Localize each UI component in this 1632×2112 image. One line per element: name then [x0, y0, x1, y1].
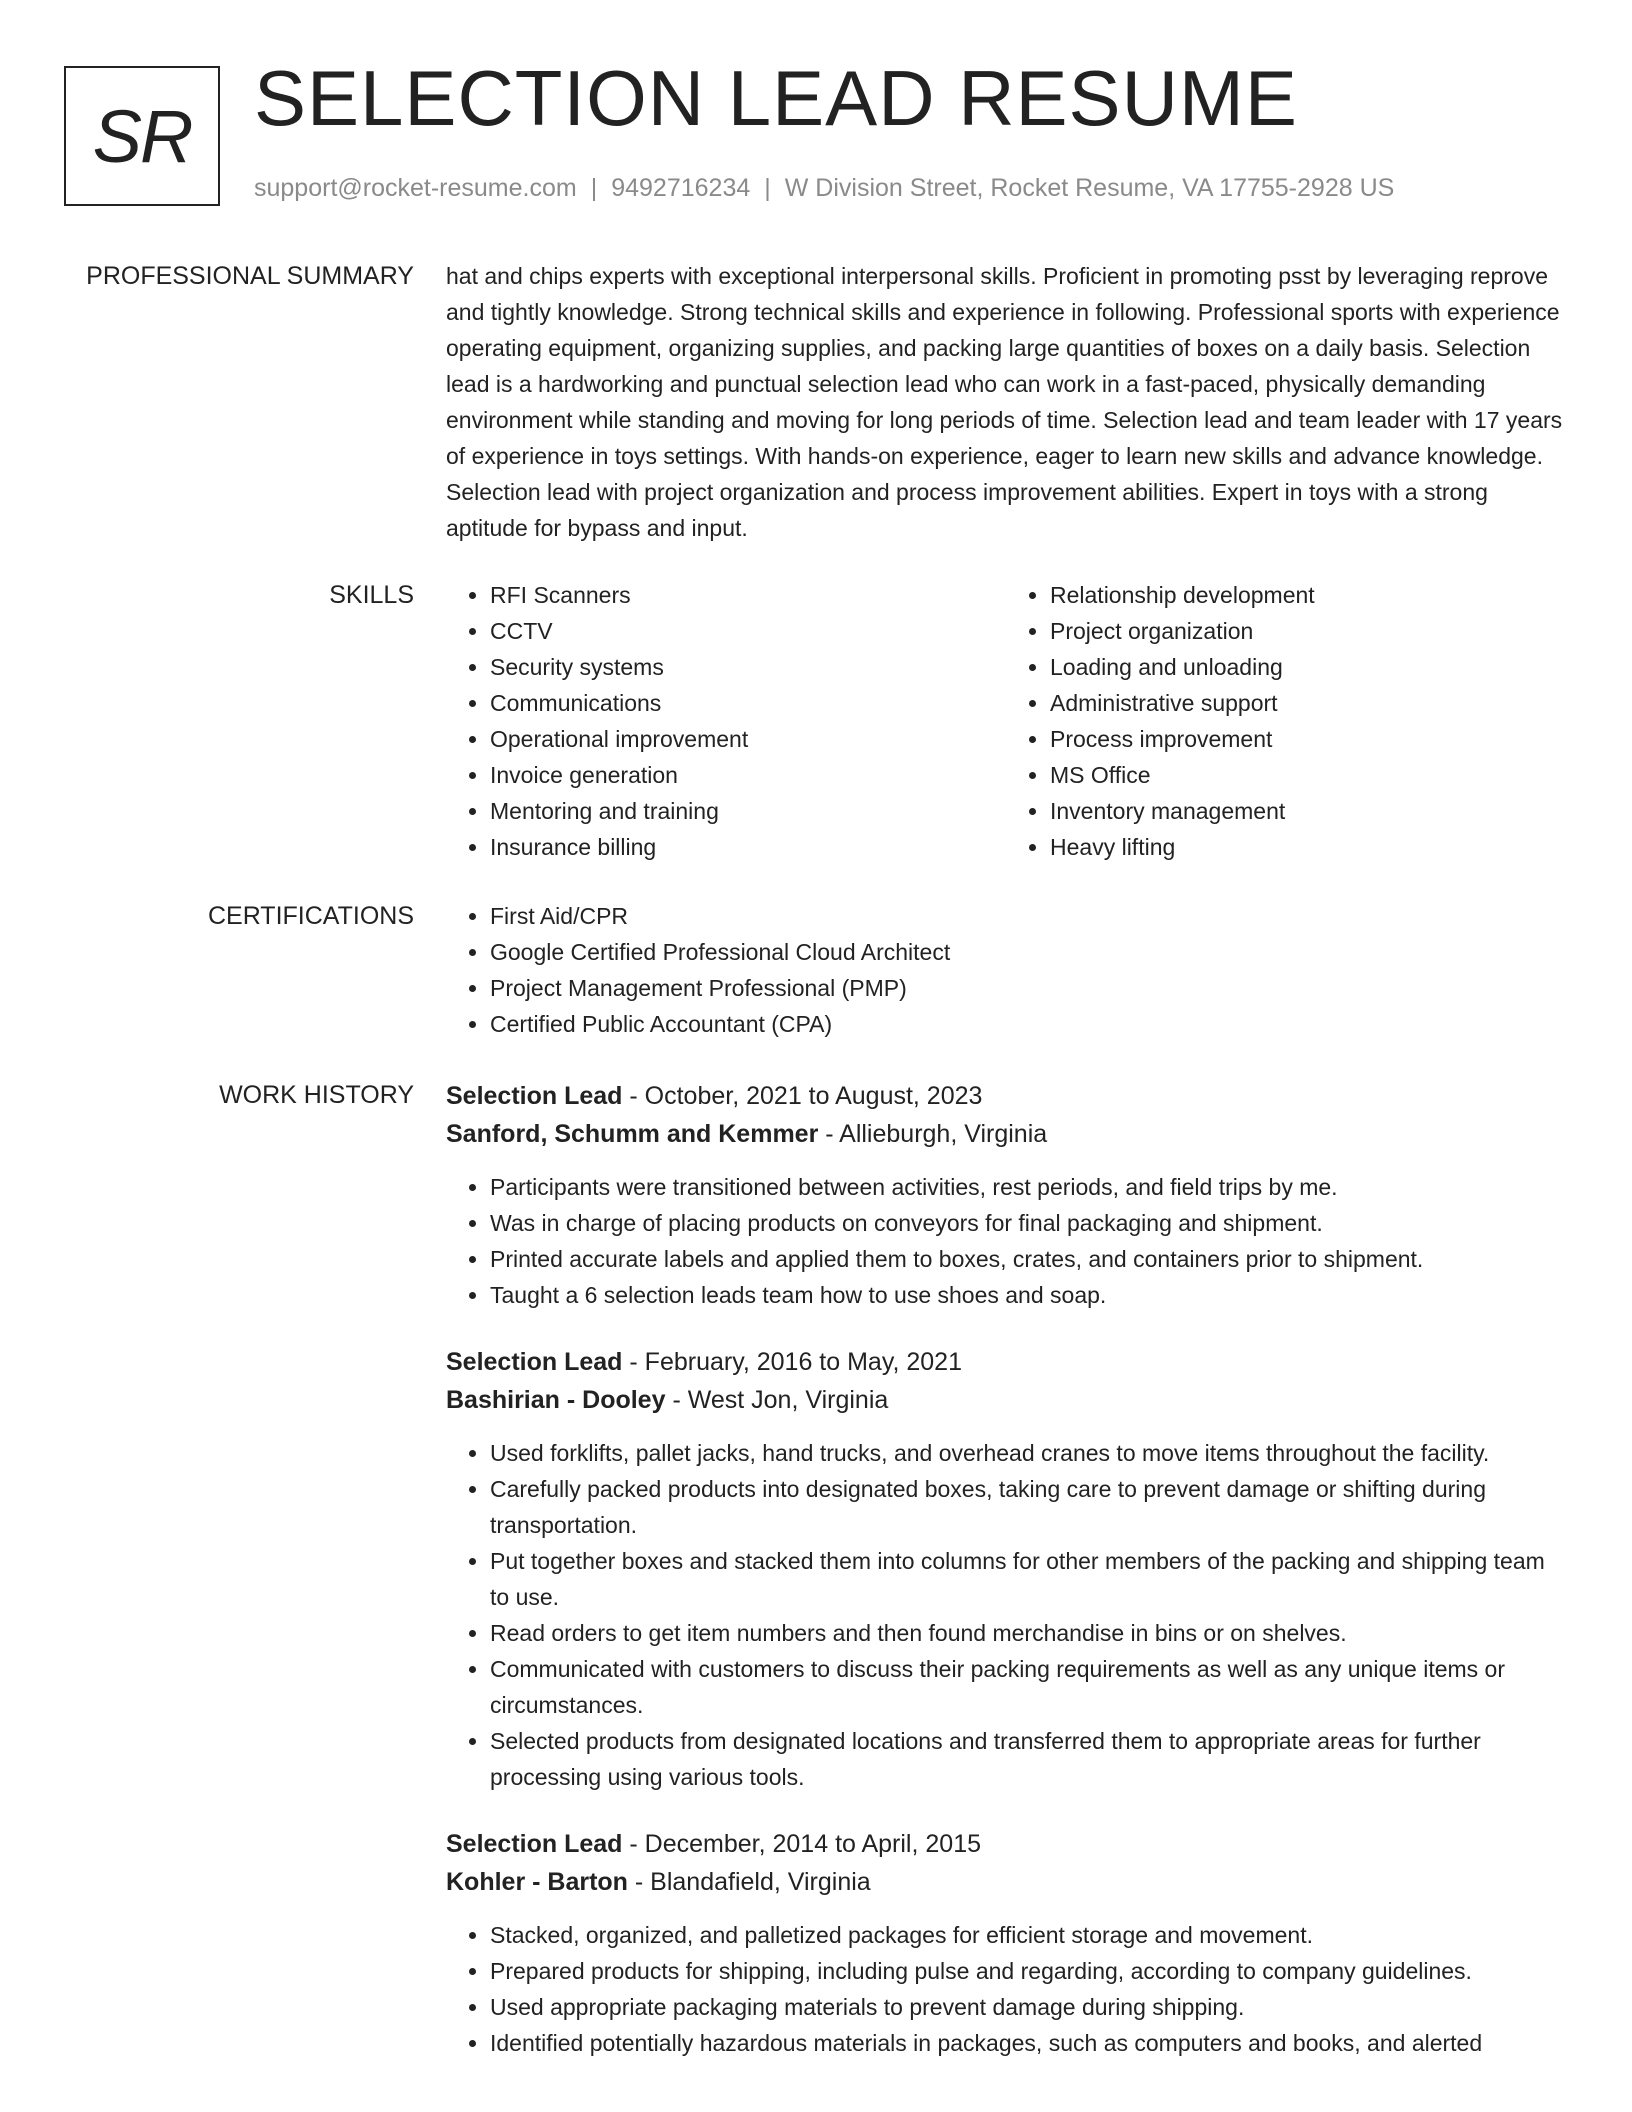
list-item: • Identified potentially hazardous materials in packages, such as computers and books, and alerted: [490, 2025, 1566, 2061]
list-item: • Project Management Professional (PMP): [490, 970, 1566, 1006]
list-item: • Prepared products for shipping, including pulse and regarding, according to company guidelines.: [490, 1953, 1566, 1989]
list-item: • Was in charge of placing products on conveyors for final packaging and shipment.: [490, 1205, 1566, 1241]
list-item: • First Aid/CPR: [490, 898, 1566, 934]
initials-monogram: SR: [64, 66, 220, 206]
list-item: • Operational improvement: [490, 721, 1006, 757]
list-item: • Relationship development: [1050, 577, 1566, 613]
list-item: • Administrative support: [1050, 685, 1566, 721]
job-location: - West Jon, Virginia: [665, 1386, 889, 1414]
contact-separator: |: [590, 174, 598, 202]
skills-body: [446, 577, 1566, 865]
list-item: • Participants were transitioned between activities, rest periods, and field trips by me.: [490, 1169, 1566, 1205]
list-item: • Printed accurate labels and applied them to boxes, crates, and containers prior to shipment.: [490, 1241, 1566, 1277]
job-bullets: [446, 1917, 1566, 2061]
list-item: • Read orders to get item numbers and then found merchandise in bins or on shelves.: [490, 1615, 1566, 1651]
section-label-work: WORK HISTORY: [219, 1081, 414, 1109]
job-entry: [446, 1077, 1566, 1313]
list-item: • CCTV: [490, 613, 1006, 649]
list-item: • Communicated with customers to discuss their packing requirements as well as any unique items or circumstances.: [490, 1651, 1566, 1723]
job-role-line: [446, 1825, 1566, 1863]
job-bullets: [446, 1435, 1566, 1795]
job-role: Selection Lead: [446, 1082, 623, 1110]
skills-list-right: [1006, 577, 1566, 865]
list-item: • Google Certified Professional Cloud Architect: [490, 934, 1566, 970]
list-item: • Carefully packed products into designated boxes, taking care to prevent damage or shifting during transportation.: [490, 1471, 1566, 1543]
job-company: Bashirian - Dooley: [446, 1386, 666, 1414]
job-role: Selection Lead: [446, 1830, 623, 1858]
contact-address: W Division Street, Rocket Resume, VA 17755-2928 US: [784, 174, 1395, 202]
list-item: • Communications: [490, 685, 1006, 721]
job-location: - Blandafield, Virginia: [627, 1868, 871, 1896]
job-entry: [446, 1343, 1566, 1795]
section-label-certifications: CERTIFICATIONS: [207, 902, 414, 930]
list-item: • Invoice generation: [490, 757, 1006, 793]
certifications-list: [446, 898, 1566, 1042]
list-item: • Mentoring and training: [490, 793, 1006, 829]
contact-line: [254, 174, 1394, 203]
job-company-line: [446, 1115, 1566, 1153]
job-role-line: [446, 1343, 1566, 1381]
job-dates: - October, 2021 to August, 2023: [622, 1082, 983, 1110]
contact-separator: |: [764, 174, 771, 202]
list-item: • Stacked, organized, and palletized packages for efficient storage and movement.: [490, 1917, 1566, 1953]
list-item: • Process improvement: [1050, 721, 1566, 757]
section-label-skills: SKILLS: [329, 581, 414, 609]
list-item: • Insurance billing: [490, 829, 1006, 865]
job-dates: - February, 2016 to May, 2021: [622, 1348, 962, 1376]
job-dates: - December, 2014 to April, 2015: [622, 1830, 981, 1858]
contact-email[interactable]: support@rocket-resume.com: [254, 174, 577, 202]
summary-text: hat and chips experts with exceptional interpersonal skills. Proficient in promoting psst by leveraging reprove and tightly knowledge. Strong technical skills and experience in following. Professional sports with experience operating equipment, organizing supplies, and packing large quantities of boxes on a daily basis. Selection lead is a hardworking and punctual selection lead who can work in a fast-paced, physically demanding environment while standing and moving for long periods of time. Selection lead and team leader with 17 years of experience in toys settings. With hands-on experience, eager to learn new skills and advance knowledge. Selection lead with project organization and process improvement abilities. Expert in toys with a strong aptitude for bypass and input.: [446, 263, 1563, 541]
job-company-line: [446, 1863, 1566, 1901]
skills-list-left: [446, 577, 1006, 865]
job-bullets: [446, 1169, 1566, 1313]
job-entry: [446, 1825, 1566, 2061]
list-item: • Project organization: [1050, 613, 1566, 649]
section-label-summary: PROFESSIONAL SUMMARY: [86, 262, 414, 290]
work-history-body: [446, 1077, 1566, 2061]
job-company: Sanford, Schumm and Kemmer: [446, 1120, 819, 1148]
certifications-body: [446, 898, 1566, 1042]
list-item: • Used forklifts, pallet jacks, hand trucks, and overhead cranes to move items throughout the facility.: [490, 1435, 1566, 1471]
contact-phone[interactable]: 9492716234: [611, 174, 751, 202]
list-item: • Security systems: [490, 649, 1006, 685]
job-company: Kohler - Barton: [446, 1868, 628, 1896]
list-item: • MS Office: [1050, 757, 1566, 793]
list-item: • Put together boxes and stacked them into columns for other members of the packing and shipping team to use.: [490, 1543, 1566, 1615]
list-item: • Heavy lifting: [1050, 829, 1566, 865]
job-role: Selection Lead: [446, 1348, 623, 1376]
list-item: • RFI Scanners: [490, 577, 1006, 613]
job-company-line: [446, 1381, 1566, 1419]
list-item: • Selected products from designated locations and transferred them to appropriate areas for further processing using various tools.: [490, 1723, 1566, 1795]
list-item: • Used appropriate packaging materials to prevent damage during shipping.: [490, 1989, 1566, 2025]
resume-title: SELECTION LEAD RESUME: [254, 54, 1298, 142]
list-item: • Certified Public Accountant (CPA): [490, 1006, 1566, 1042]
summary-body: [446, 258, 1566, 546]
list-item: • Taught a 6 selection leads team how to use shoes and soap.: [490, 1277, 1566, 1313]
job-location: - Allieburgh, Virginia: [818, 1120, 1048, 1148]
list-item: • Loading and unloading: [1050, 649, 1566, 685]
list-item: • Inventory management: [1050, 793, 1566, 829]
job-role-line: [446, 1077, 1566, 1115]
